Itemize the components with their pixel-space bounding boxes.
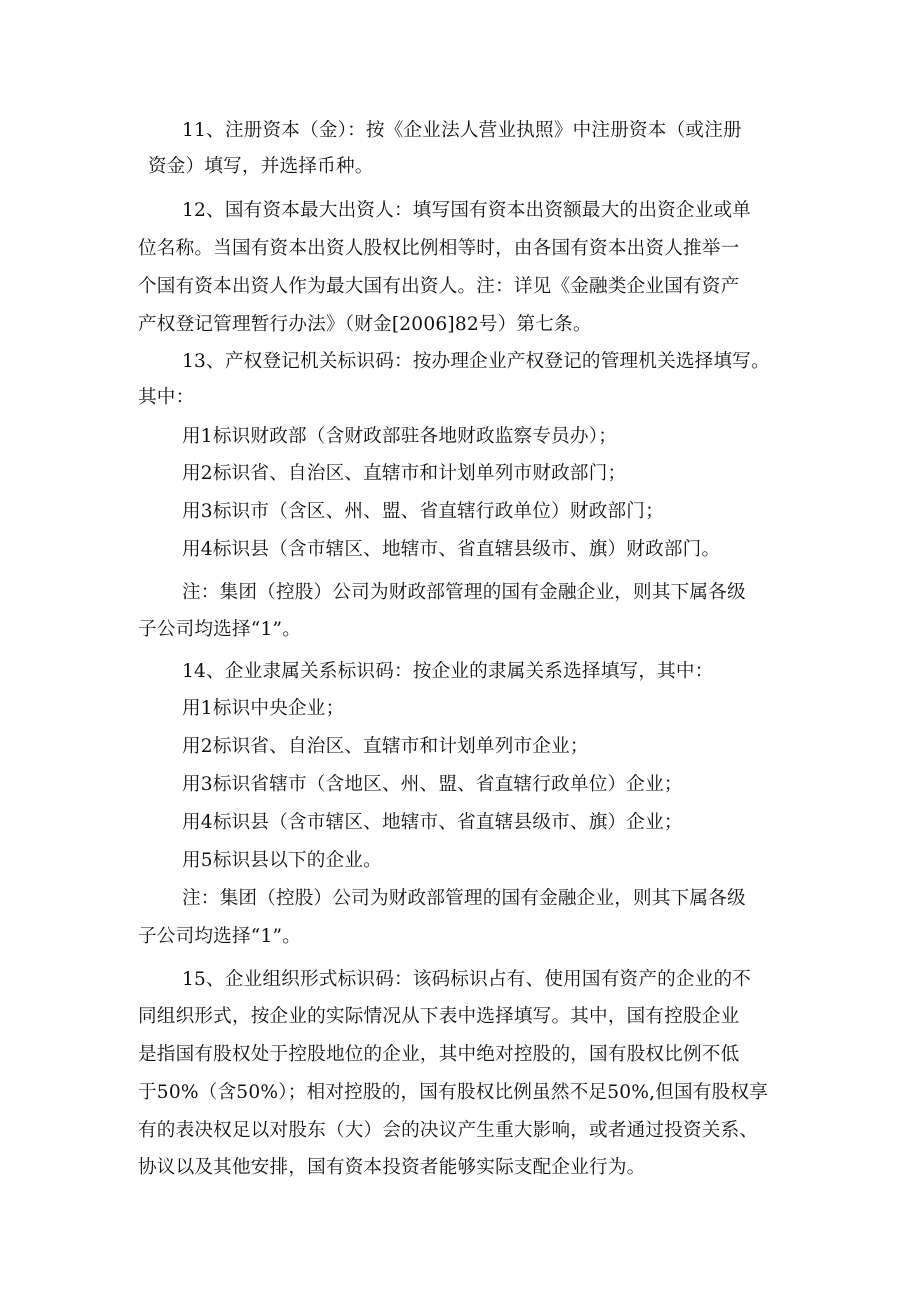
item-13-code-1: 用1标识财政部（含财政部驻各地财政监察专员办）； xyxy=(182,426,617,447)
item-15-line-6: 协议以及其他安排，国有资本投资者能够实际支配企业行为。 xyxy=(138,1157,646,1178)
item-14-note-line-1: 注：集团（控股）公司为财政部管理的国有金融企业，则其下属各级 xyxy=(182,888,746,909)
item-15-line-1: 15、企业组织形式标识码：该码标识占有、使用国有资产的企业的不 xyxy=(182,969,752,990)
item-13-line-1: 13、产权登记机关标识码：按办理企业产权登记的管理机关选择填写。 xyxy=(182,351,770,372)
item-14-note-line-2: 子公司均选择“1”。 xyxy=(138,926,301,947)
item-12-line-1: 12、国有资本最大出资人：填写国有资本出资额最大的出资企业或单 xyxy=(182,200,752,221)
item-11-line-1: 11、注册资本（金）：按《企业法人营业执照》中注册资本（或注册 xyxy=(182,120,742,141)
item-14-code-5: 用5标识县以下的企业。 xyxy=(182,850,382,871)
item-14-line-1: 14、企业隶属关系标识码：按企业的隶属关系选择填写，其中： xyxy=(182,661,714,682)
item-12-line-4: 产权登记管理暂行办法》（财金[2006]82号）第七条。 xyxy=(138,314,592,335)
item-15-line-5: 有的表决权足以对股东（大）会的决议产生重大影响，或者通过投资关系、 xyxy=(138,1120,759,1141)
item-11-line-2: 资金）填写，并选择币种。 xyxy=(148,156,374,177)
item-13-code-4: 用4标识县（含市辖区、地辖市、省直辖县级市、旗）财政部门。 xyxy=(182,539,721,560)
item-15-line-4: 于50%（含50%）；相对控股的，国有股权比例虽然不足50%,但国有股权享 xyxy=(138,1082,769,1103)
item-13-code-3: 用3标识市（含区、州、盟、省直辖行政单位）财政部门； xyxy=(182,501,664,522)
item-14-code-2: 用2标识省、自治区、直辖市和计划单列市企业； xyxy=(182,736,589,757)
item-15-line-2: 同组织形式，按企业的实际情况从下表中选择填写。其中，国有控股企业 xyxy=(138,1006,740,1027)
item-15-line-3: 是指国有股权处于控股地位的企业，其中绝对控股的，国有股权比例不低 xyxy=(138,1044,740,1065)
item-12-line-2: 位名称。当国有资本出资人股权比例相等时，由各国有资本出资人推举一 xyxy=(138,238,740,259)
item-13-note-line-1: 注：集团（控股）公司为财政部管理的国有金融企业，则其下属各级 xyxy=(182,582,746,603)
item-13-line-2: 其中： xyxy=(138,387,195,408)
item-14-code-4: 用4标识县（含市辖区、地辖市、省直辖县级市、旗）企业； xyxy=(182,812,683,833)
item-13-note-line-2: 子公司均选择“1”。 xyxy=(138,619,301,640)
item-14-code-1: 用1标识中央企业； xyxy=(182,698,345,719)
item-13-code-2: 用2标识省、自治区、直辖市和计划单列市财政部门； xyxy=(182,463,627,484)
item-12-line-3: 个国有资本出资人作为最大国有出资人。注：详见《金融类企业国有资产 xyxy=(138,276,740,297)
item-14-code-3: 用3标识省辖市（含地区、州、盟、省直辖行政单位）企业； xyxy=(182,774,683,795)
